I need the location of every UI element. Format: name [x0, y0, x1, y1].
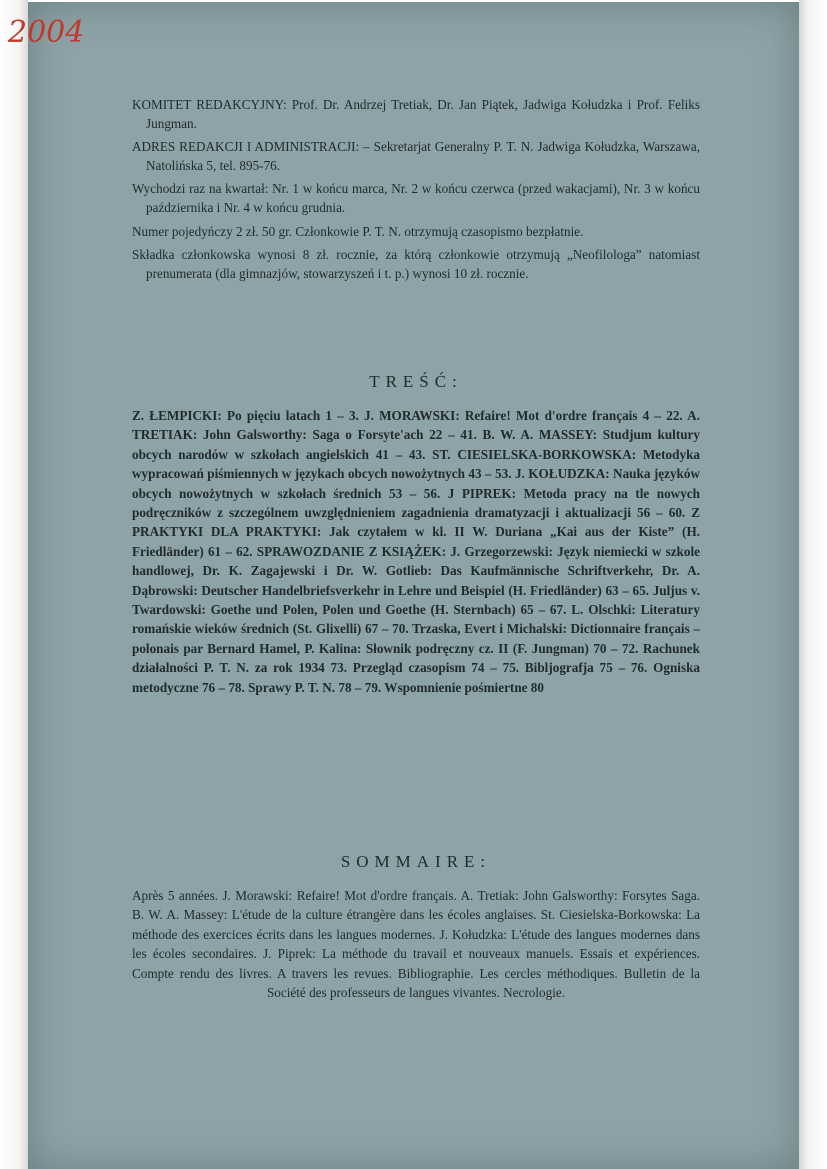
- scan-margin-right: [799, 0, 827, 1169]
- editorial-address: ADRES REDAKCJI I ADMINISTRACJI: – Sekretarjat Generalny P. T. N. Jadwiga Kołudzka, Warszawa, Natolińska 5, tel. 895-76.: [132, 139, 700, 173]
- scan-margin-left: [0, 0, 28, 1169]
- contents-heading: TREŚĆ:: [369, 372, 463, 391]
- publication-schedule: Wychodzi raz na kwartał: Nr. 1 w końcu marca, Nr. 2 w końcu czerwca (przed wakacjami), Nr. 3 w końcu października i Nr. 4 w końcu grudnia.: [132, 181, 700, 215]
- handwritten-number: 2004: [8, 15, 85, 50]
- issue-price: Numer pojedyńczy 2 zł. 50 gr. Członkowie P. T. N. otrzymują czasopismo bezpłatnie.: [132, 223, 584, 239]
- editorial-info: [132, 96, 700, 288]
- editorial-committee: KOMITET REDAKCYJNY: Prof. Dr. Andrzej Tretiak, Dr. Jan Piątek, Jadwiga Kołudzka i Prof. Feliks Jungman.: [132, 97, 700, 131]
- sommaire-heading: SOMMAIRE:: [340, 852, 492, 871]
- contents-text: Z. ŁEMPICKI: Po pięciu latach 1 – 3. J. MORAWSKI: Refaire! Mot d'ordre français 4 – 22. A. TRETIAK: John Galsworthy: Saga o Forsyte'ach 22 – 41. B. W. A. MASSEY: Studjum kultury obcych narodów w szkołach angielskich 41 – 43. ST. CIESIELSKA-BORKOWSKA: Metodyka wypracowań piśmiennych w językach obcych nowożytnych 43 – 53. J. KOŁUDZKA: Nauka języków obcych nowożytnych w szkołach średnich 53 – 56. J PIPREK: Metoda pracy na tle nowych podręczników z szczególnem uwzględnieniem zagadnienia dramatyzacji i aktualizacji 56 – 60. Z PRAKTYKI DLA PRAKTYKI: Jak czytałem w kl. II W. Duriana „Kai aus der Kiste” (H. Friedländer) 61 – 62. SPRAWOZDANIE Z KSIĄŻEK: J. Grzegorzewski: Język niemiecki w szkole handlowej, Dr. K. Zagajewski i Dr. W. Gotlieb: Das Kaufmännische Schriftverkehr, Dr. A. Dąbrowski: Deutscher Handelbriefsverkehr in Lehre und Beispiel (H. Friedländer) 63 – 65. Juljus v. Twardowski: Goethe und Polen, Polen und Goethe (H. Sternbach) 65 – 67. L. Olschki: Literatury romańskie wieków średnich (St. Glixelli) 67 – 70. Trzaska, Evert i Michalski: Dictionnaire français – polonais par Bernard Hamel, P. Kalina: Słownik podręczny cz. II (F. Jungman) 70 – 72. Rachunek działalności P. T. N. za rok 1934 73. Przegląd czasopism 74 – 75. Bibljografja 75 – 76. Ogniska metodyczne 76 – 78. Sprawy P. T. N. 78 – 79. Wspomnienie pośmiertne 80: [132, 408, 700, 695]
- sommaire-text: Après 5 années. J. Morawski: Refaire! Mot d'ordre français. A. Tretiak: John Galsworthy: Forsytes Saga. B. W. A. Massey: L'étude de la culture étrangère dans les écoles anglaises. St. Ciesielska-Borkowska: La méthode des exercices écrits dans les langues modernes. J. Kołudzka: L'étude des langues modernes dans les écoles secondaires. J. Piprek: La méthode du travail et nouveaux manuels. Essais et expériences. Compte rendu des livres. A travers les revues. Bibliographie. Les cercles méthodiques. Bulletin de la Société des professeurs de langues vivantes. Necrologie.: [132, 888, 700, 1001]
- membership-fee: Składka członkowska wynosi 8 zł. rocznie, za którą członkowie otrzymują „Neofilologa” natomiast prenumerata (dla gimnazjów, stowarzyszeń i t. p.) wynosi 10 zł. rocznie.: [132, 247, 700, 281]
- handwritten-note: [2, 6, 92, 54]
